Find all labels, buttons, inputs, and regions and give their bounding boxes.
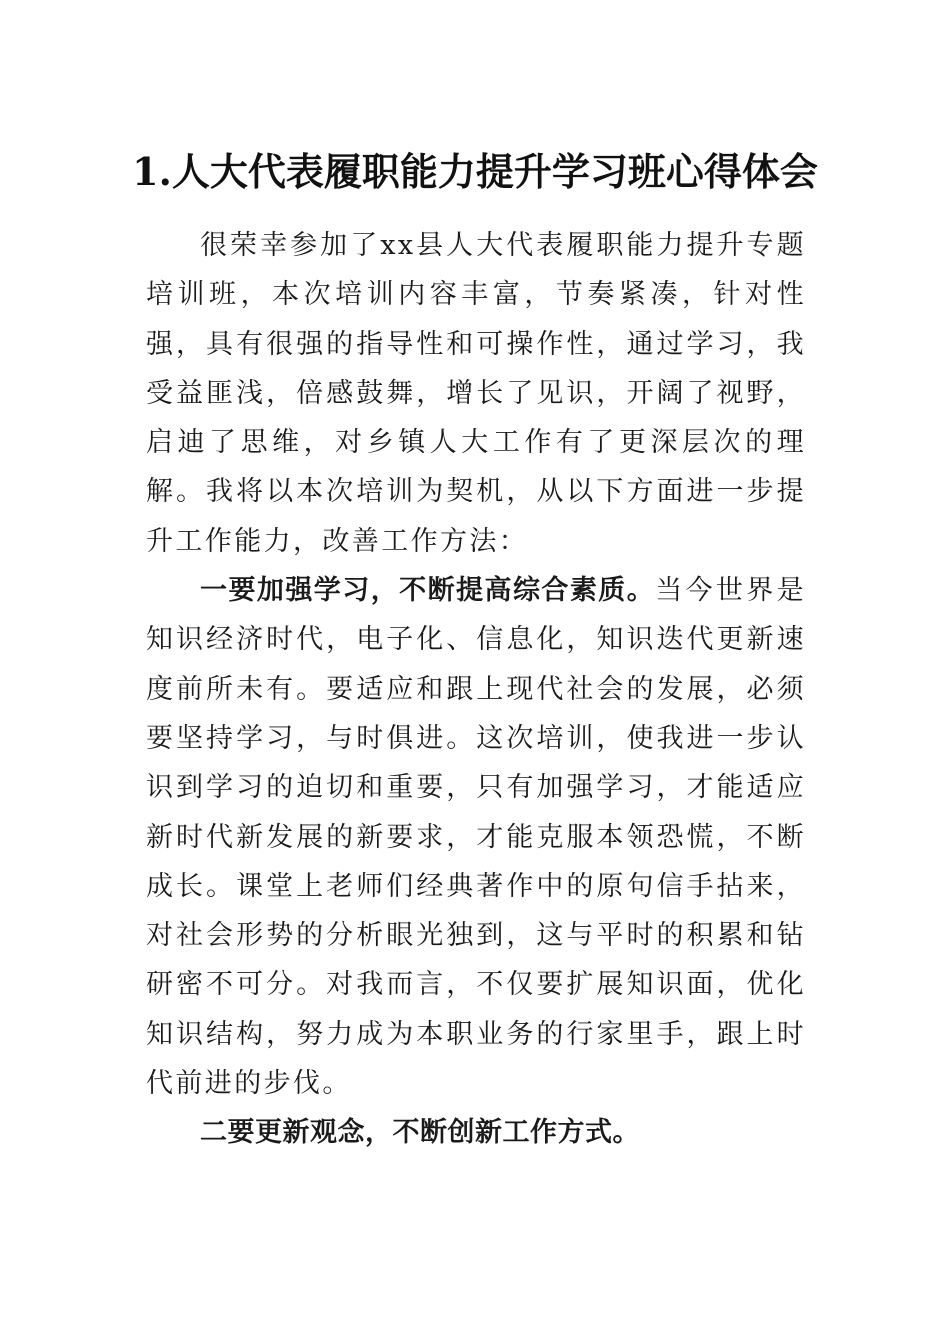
paragraph-point-one-heading: 一要加强学习，不断提高综合素质。 xyxy=(200,575,656,607)
paragraph-point-one-text: 当今世界是知识经济时代，电子化、信息化，知识迭代更新速度前所未有。要适应和跟上现代社会的发展，必须要坚持学习，与时俱进。这次培训，使我进一步认识到学习的迫切和重要，只有加强学习，才能适应新时代新发展的新要求，才能克服本领恐慌，不断成长。课堂上老师们经典著作中的原句信手拈来，对社会形势的分析眼光独到，这与平时的积累和钻研密不可分。对我而言，不仅要扩展知识面，优化知识结构，努力成为本职业务的行家里手，跟上时代前进的步伐。 xyxy=(146,575,807,1100)
document-title: 1.人大代表履职能力提升学习班心得体会 xyxy=(132,149,818,194)
paragraph-point-one xyxy=(146,566,806,1108)
paragraph-intro-text: 很荣幸参加了xx县人大代表履职能力提升专题培训班，本次培训内容丰富，节奏紧凑，针对性强，具有很强的指导性和可操作性，通过学习，我受益匪浅，倍感鼓舞，增长了见识，开阔了视野，启迪了思维，对乡镇人大工作有了更深层次的理解。我将以本次培训为契机，从以下方面进一步提升工作能力，改善工作方法： xyxy=(146,230,806,557)
paragraph-point-two-heading: 二要更新观念，不断创新工作方式。 xyxy=(200,1117,640,1149)
paragraph-intro xyxy=(146,221,806,566)
paragraph-point-two xyxy=(146,1108,806,1157)
document-body xyxy=(146,221,806,1158)
